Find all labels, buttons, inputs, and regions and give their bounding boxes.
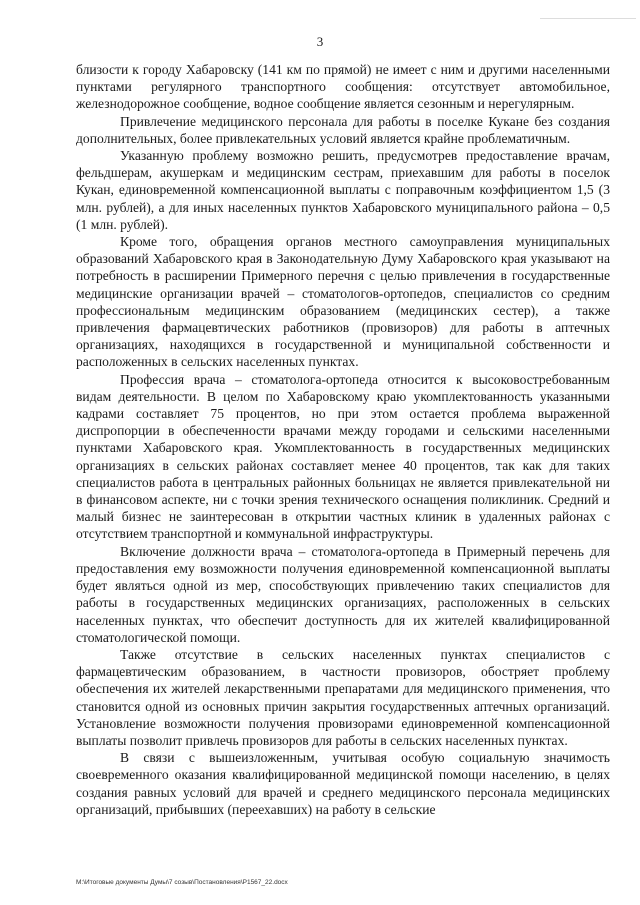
paragraph-7: Также отсутствие в сельских населенных пунктах специалистов с фармацевтическим образованием, в частности провизоров, обостряет проблему обеспечения их жителей лекарственными препаратами для медицинского применения, что становится одной из основных причин закрытия государственных аптечных организаций. Установление возможности получения провизорами единовременной компенсационной выплаты позволит привлечь провизоров для работы в сельских населенных пунктах. [76, 646, 610, 748]
page-number: 3 [316, 34, 324, 49]
paragraph-5: Профессия врача – стоматолога-ортопеда относится к высоковостребованным видам деятельности. В целом по Хабаровскому краю укомплектованность указанными кадрами составляет 75 процентов, но при этом остается проблема выраженной диспропорции в обеспеченности врачами между городами и сельскими населенными пунктами Хабаровского края. Укомплектованность в государственных медицинских организациях в сельских районах составляет менее 40 процентов, так как для таких специалистов работа в центральных районных больницах не является привлекательной ни в финансовом аспекте, ни с точки зрения технического оснащения поликлиник. Средний и малый бизнес не заинтересован в открытии частных клиник в удаленных районах с отсутствием транспортной и коммунальной инфраструктуры. [76, 371, 610, 542]
document-body [76, 61, 610, 818]
paragraph-6: Включение должности врача – стоматолога-ортопеда в Примерный перечень для предоставления ему возможности получения единовременной компенсационной выплаты будет являться одной из мер, способствующих привлечению таких специалистов для работы в государственных медицинских организациях, расположенных в сельских населенных пунктах, что обеспечит доступность для их жителей квалифицированной стоматологической помощи. [76, 543, 610, 645]
paragraph-4: Кроме того, обращения органов местного самоуправления муниципальных образований Хабаровского края в Законодательную Думу Хабаровского края указывают на потребность в расширении Примерного перечня с целью привлечения в государственные медицинские организации врачей – стоматологов-ортопедов, специалистов со средним профессиональным медицинским образованием (медицинских сестер), а также привлечения фармацевтических работников (провизоров) для работы в аптечных организациях, находящихся в государственной и муниципальной собственности и расположенных в сельских населенных пунктах. [76, 234, 610, 370]
paragraph-3: Указанную проблему возможно решить, предусмотрев предоставление врачам, фельдшерам, акушеркам и медицинским сестрам, приехавшим для работы в поселок Кукан, единовременной компенсационной выплаты с поправочным коэффициентом 1,5 (3 млн. рублей), а для иных населенных пунктов Хабаровского муниципального района – 0,5 (1 млн. рублей). [76, 148, 610, 232]
scan-edge-mark [540, 0, 636, 19]
paragraph-1: близости к городу Хабаровску (141 км по прямой) не имеет с ним и другими населенными пунктами регулярного транспортного сообщения: отсутствует автомобильное, железнодорожное сообщение, водное сообщение является сезонным и нерегулярным. [76, 62, 610, 112]
paragraph-8: В связи с вышеизложенным, учитывая особую социальную значимость своевременного оказания квалифицированной медицинской помощи населению, в целях создания равных условий для врачей и среднего медицинского персонала медицинских организаций, прибывших (переехавших) на работу в сельские [76, 750, 610, 817]
file-path-footer: M:\Итоговые документы Думы\7 созыв\Постановления\P1567_22.docx [76, 879, 288, 886]
paragraph-2: Привлечение медицинского персонала для работы в поселке Кукане без создания дополнительных, более привлекательных условий является крайне проблематичным. [76, 113, 610, 146]
